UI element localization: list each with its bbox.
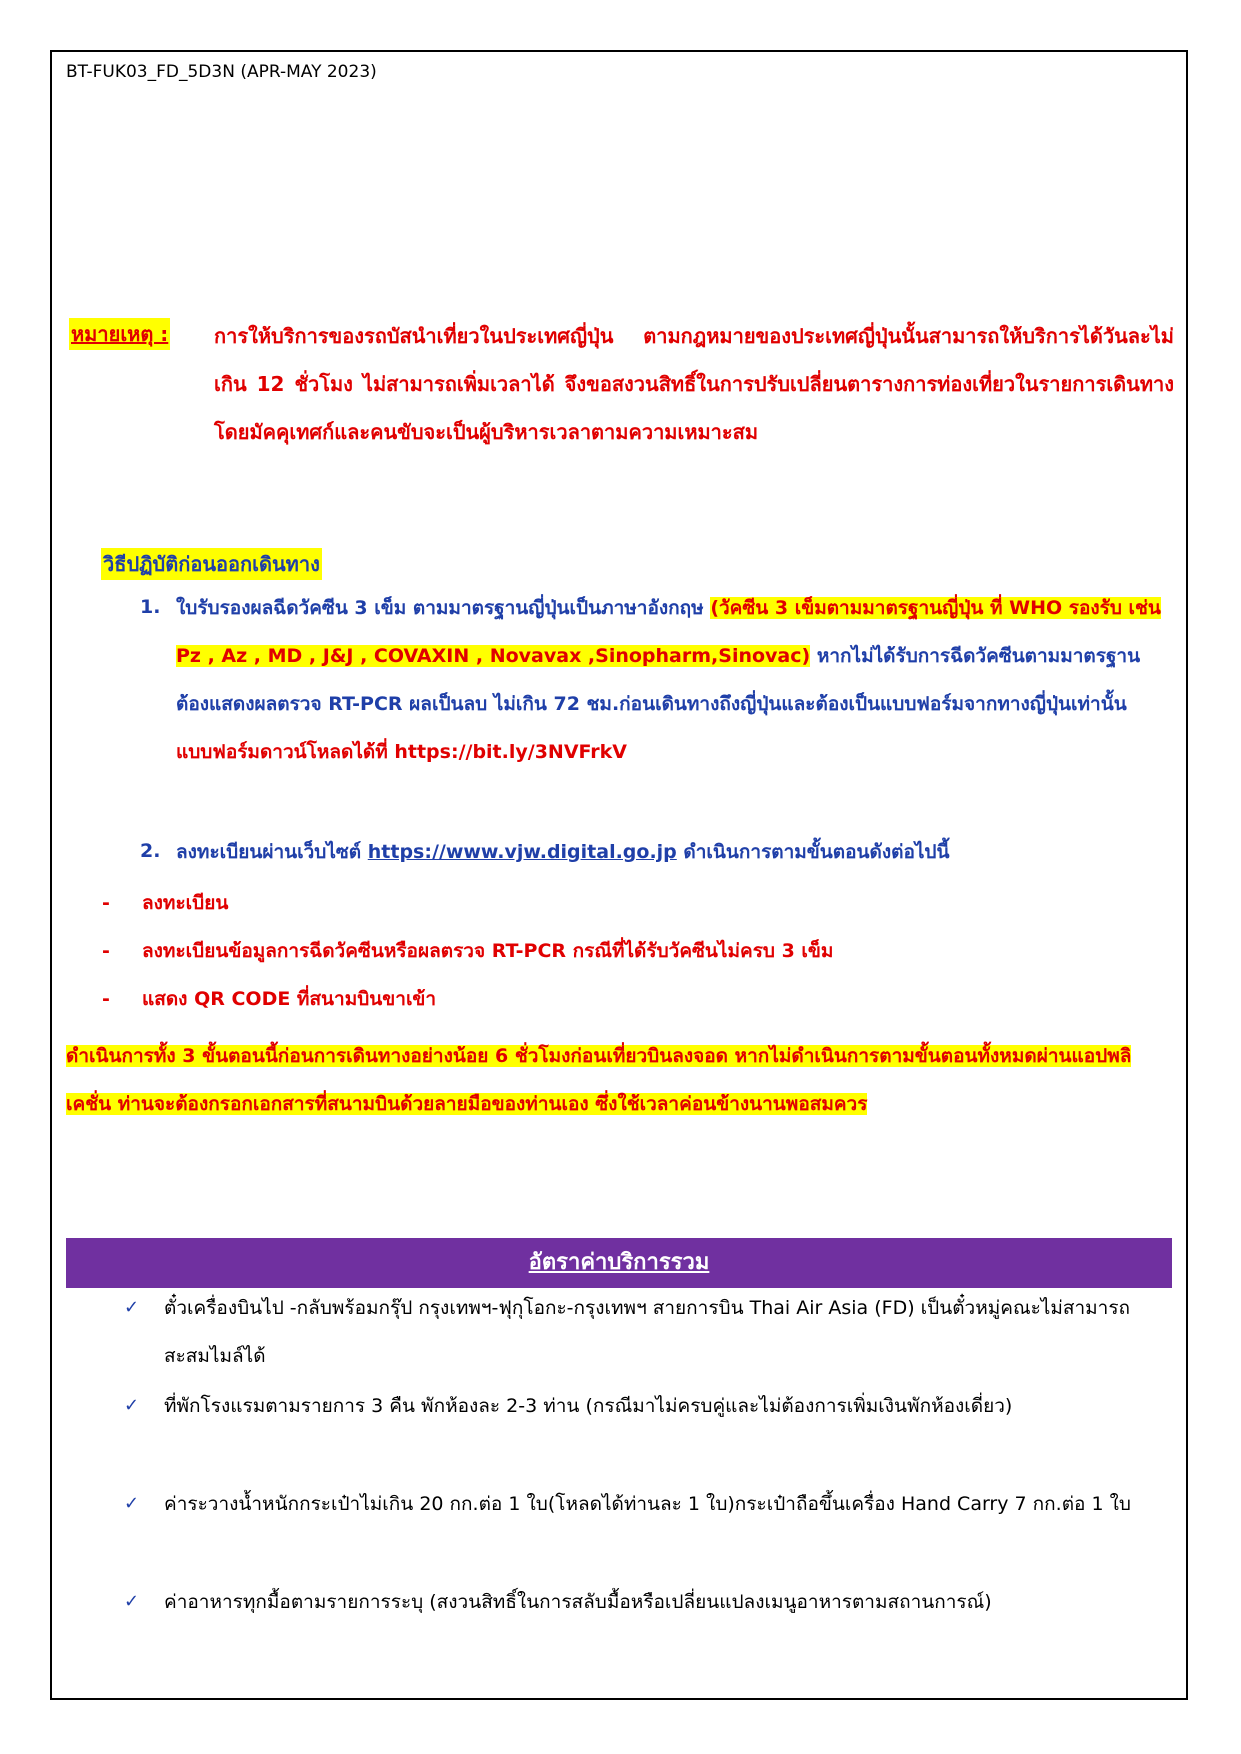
rates-header: อัตราค่าบริการรวม: [66, 1238, 1172, 1288]
check-icon: ✓: [124, 1591, 140, 1612]
dash-item: - ลงทะเบียน: [102, 892, 229, 914]
step-2: [176, 828, 1166, 876]
step-1: [176, 584, 1166, 776]
step-2-text-a: ลงทะเบียนผ่านเว็บไซต์: [176, 841, 368, 863]
rate-item: ✓ ค่าอาหารทุกมื้อตามรายการระบุ (สงวนสิทธิ์ในการสลับมื้อหรือเปลี่ยนแปลงเมนูอาหารตามสถานการณ์): [130, 1578, 1170, 1626]
step-1-text-b: หากไม่ได้รับการฉีดวัคซีนตามมาตรฐานต้องแสดงผลตรวจ RT-PCR ผลเป็นลบ ไม่เกิน 72 ชม.ก่อนเดินทางถึงญี่ปุ่นและต้องเป็นแบบฟอร์มจากทางญี่ปุ่นเท่านั้น: [176, 645, 1141, 715]
step-1-text-a: ใบรับรองผลฉีดวัคซีน 3 เข็ม ตามมาตรฐานญี่ปุ่นเป็นภาษาอังกฤษ: [176, 597, 711, 619]
procedure-title: วิธีปฏิบัติก่อนออกเดินทาง: [101, 548, 322, 580]
rate-item: ✓ ตั๋วเครื่องบินไป -กลับพร้อมกรุ๊ป กรุงเทพฯ-ฟุกุโอกะ-กรุงเทพฯ สายการบิน Thai Air Asia (FD) เป็นตั๋วหมู่คณะไม่สามารถสะสมไมล์ได้: [130, 1284, 1170, 1380]
rate-item: ✓ ที่พักโรงแรมตามรายการ 3 คืน พักห้องละ 2-3 ท่าน (กรณีมาไม่ครบคู่และไม่ต้องการเพิ่มเงินพักห้องเดี่ยว): [130, 1382, 1170, 1430]
dash-item: - ลงทะเบียนข้อมูลการฉีดวัคซีนหรือผลตรวจ RT-PCR กรณีที่ได้รับวัคซีนไม่ครบ 3 เข็ม: [102, 940, 834, 962]
check-icon: ✓: [124, 1493, 140, 1514]
dash-item: - แสดง QR CODE ที่สนามบินขาเข้า: [102, 988, 437, 1010]
step-1-form-download: แบบฟอร์มดาวน์โหลดได้ที่ https://bit.ly/3NVFrkV: [176, 741, 627, 763]
vjw-website-link[interactable]: https://www.vjw.digital.go.jp: [367, 841, 677, 863]
check-icon: ✓: [124, 1297, 140, 1318]
check-icon: ✓: [124, 1395, 140, 1416]
step-2-number: 2.: [140, 840, 161, 862]
step-1-number: 1.: [140, 596, 161, 618]
note-label: หมายเหตุ :: [69, 318, 170, 350]
step-2-text-b: ดำเนินการตามขั้นตอนดังต่อไปนี้: [676, 841, 950, 863]
warning-note: ดำเนินการทั้ง 3 ขั้นตอนนี้ก่อนการเดินทางอย่างน้อย 6 ชั่วโมงก่อนเที่ยวบินลงจอด หากไม่ดำเนินการตามขั้นตอนทั้งหมดผ่านแอปพลิเคชั่น ท่านจะต้องกรอกเอกสารที่สนามบินด้วยลายมือของท่านเอง ซึ่งใช้เวลาค่อนข้างนานพอสมควร: [66, 1045, 1132, 1115]
rate-item: ✓ ค่าระวางน้ำหนักกระเป๋าไม่เกิน 20 กก.ต่อ 1 ใบ(โหลดได้ท่านละ 1 ใบ)กระเป๋าถือขึ้นเครื่อง Hand Carry 7 กก.ต่อ 1 ใบ: [130, 1480, 1170, 1528]
note-text: การให้บริการของรถบัสนำเที่ยวในประเทศญี่ปุ่น ตามกฎหมายของประเทศญี่ปุ่นนั้นสามารถให้บริการได้วันละไม่เกิน 12 ชั่วโมง ไม่สามารถเพิ่มเวลาได้ จึงขอสงวนสิทธิ์ในการปรับเปลี่ยนตารางการท่องเที่ยวในรายการเดินทาง โดยมัคคุเทศก์และคนขับจะเป็นผู้บริหารเวลาตามความเหมาะสม: [214, 324, 1174, 444]
step-1-vaccine-highlight: (วัคซีน 3 เข็มตามมาตรฐานญี่ปุ่น ที่ WHO รองรับ เช่น Pz , Az , MD , J&J , COVAXIN , Novavax ,Sinopharm,Sinovac): [176, 597, 1161, 667]
tour-code: BT-FUK03_FD_5D3N (APR-MAY 2023): [66, 62, 377, 82]
